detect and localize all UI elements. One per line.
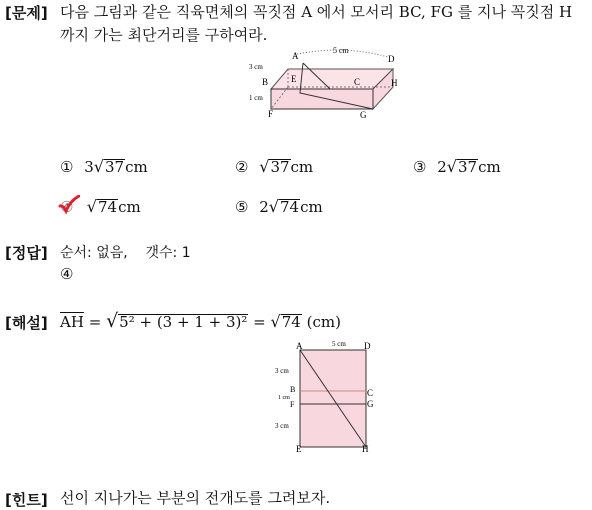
box-label-E: E [291, 74, 297, 84]
hint-text: 선이 지나가는 부분의 전개도를 그려보자. [60, 489, 331, 507]
result-unit: (cm) [306, 313, 341, 331]
option-3-unit: cm [478, 158, 501, 176]
net-label-H: H [362, 444, 369, 454]
answer-order-count: 순서: 없음, 갯수: 1 [60, 245, 191, 261]
net-label-C: C [367, 388, 374, 398]
box-dim-top: 5 cm [333, 46, 349, 55]
cuboid-top-face [271, 69, 393, 89]
net-label-A: A [296, 341, 303, 351]
checkmark-icon [58, 195, 80, 215]
net-figure [270, 340, 380, 455]
box-label-G: G [360, 110, 367, 120]
equals-sign: = [88, 313, 102, 331]
explanation-radicand: 5² + (3 + 1 + 3)² [119, 313, 248, 331]
option-4-radicand: 74 [97, 198, 118, 216]
option-5-number: ⑤ [235, 198, 249, 216]
box-dim-side-bottom: 1 cm [249, 94, 263, 102]
option-5-radicand: 74 [279, 198, 300, 216]
box-label-H: H [391, 78, 398, 88]
option-4[interactable]: ④ √74cm [60, 197, 141, 216]
result-radicand: 74 [281, 313, 301, 331]
option-2[interactable]: ② √37cm [235, 157, 314, 176]
answer-label: [정답] [5, 244, 48, 262]
option-3[interactable]: ③ 2√37cm [413, 157, 501, 176]
option-1-number: ① [60, 158, 74, 176]
option-1-unit: cm [125, 158, 148, 176]
option-5-unit: cm [300, 198, 323, 216]
option-2-number: ② [235, 158, 249, 176]
option-2-unit: cm [290, 158, 314, 176]
net-dim-left-mid: 1 cm [278, 395, 290, 401]
option-3-number: ③ [413, 158, 427, 176]
explanation-equation: $\overline{AH} = √5^2 + (3 + 1 + 3)^2 = √74$ (cm) [60, 310, 341, 332]
hint-label: [힌트] [5, 491, 48, 509]
net-dim-top: 5 cm [332, 340, 346, 348]
option-5[interactable]: ⑤ 2√74cm [235, 197, 323, 216]
net-label-G: G [367, 399, 374, 409]
option-4-number: ④ [60, 198, 74, 216]
box-label-F: F [268, 109, 274, 119]
box-label-D: D [388, 54, 395, 64]
explanation-label: [해설] [5, 314, 48, 332]
option-4-unit: cm [118, 198, 141, 216]
problem-line-2: 까지 가는 최단거리를 구하여라. [60, 26, 268, 44]
box-label-A: A [292, 51, 299, 61]
option-3-coef: 2 [437, 158, 447, 176]
box-dim-side-top: 3 cm [249, 63, 263, 71]
option-2-radicand: 37 [270, 158, 290, 176]
equals-sign-2: = [253, 313, 266, 331]
problem-label: [문제] [5, 4, 48, 22]
box-label-B: B [262, 77, 269, 87]
net-dim-left-bottom: 3 cm [275, 422, 289, 430]
answer-choice: ④ [60, 265, 74, 283]
segment-AH: $\overline{AH}$ [60, 313, 84, 331]
option-5-coef: 2 [259, 198, 269, 216]
net-label-E: E [296, 444, 302, 454]
option-1-coef: 3 [84, 158, 94, 176]
option-1-radicand: 37 [104, 158, 125, 176]
net-label-D: D [364, 341, 371, 351]
net-dim-left-top: 3 cm [275, 367, 289, 375]
option-1[interactable]: ① 3√37cm [60, 157, 148, 176]
box-label-C: C [354, 77, 361, 87]
option-3-radicand: 37 [457, 158, 478, 176]
cuboid-figure [245, 45, 415, 123]
problem-line-1: 다음 그림과 같은 직육면체의 꼭짓점 A 에서 모서리 BC, FG 를 지나 꼭짓점 H [60, 3, 573, 21]
net-label-B: B [290, 385, 296, 394]
net-label-F: F [290, 400, 295, 409]
